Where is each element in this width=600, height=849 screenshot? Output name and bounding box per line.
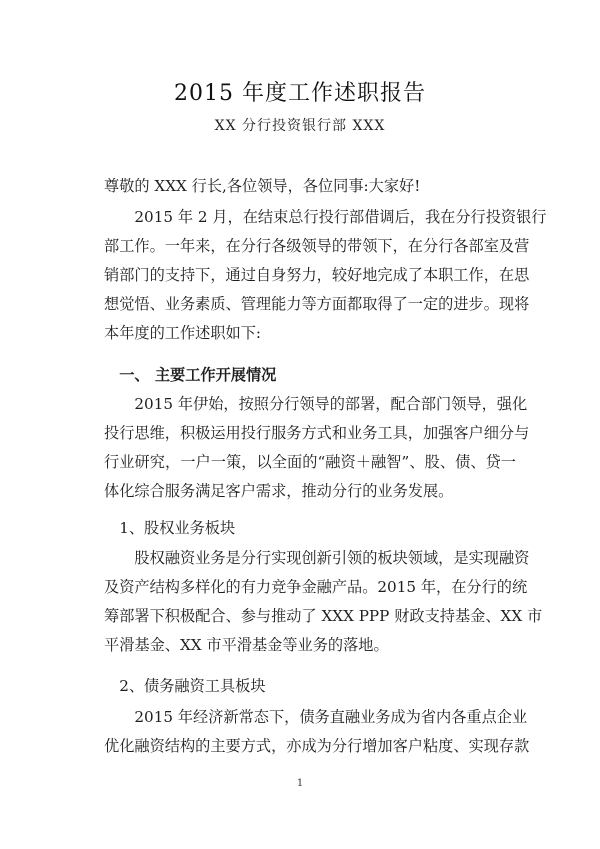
document-title: 2015 年度工作述职报告 (174, 81, 426, 106)
section-heading-text: 一、 主要工作开展情况 (119, 366, 277, 384)
equity-line-3: 筹部署下积极配合、参与推动了 XXX PPP 财政支持基金、XX 市 (104, 607, 543, 625)
section-heading-main-work (104, 361, 516, 390)
page-number: 1 (296, 778, 304, 789)
intro-line-3: 销部门的支持下，通过自身努力，较好地完成了本职工作，在思 (104, 266, 530, 284)
subsection-heading-equity-text: 1、股权业务板块 (119, 519, 236, 537)
subsection-heading-equity (104, 514, 516, 543)
intro-line-2: 部工作。一年来，在分行各级领导的带领下，在分行各部室及营 (104, 237, 530, 255)
debt-line-1: 2015 年经济新常态下，债务直融业务成为省内各重点企业 (134, 708, 528, 726)
greeting-paragraph (104, 172, 516, 201)
equity-paragraph (104, 544, 543, 660)
equity-line-2: 及资产结构多样化的有力竞争金融产品。2015 年，在分行的统 (104, 578, 528, 596)
equity-line-4: 平滑基金、XX 市平滑基金等业务的落地。 (104, 636, 389, 654)
intro-line-4: 想觉悟、业务素质、管理能力等方面都取得了一定的进步。现将 (104, 295, 530, 313)
subsection-heading-debt (104, 672, 516, 701)
greeting-line: 尊敬的 XXX 行长,各位领导，各位同事:大家好! (104, 177, 421, 195)
debt-paragraph (104, 703, 530, 761)
subsection-heading-debt-text: 2、债务融资工具板块 (119, 677, 266, 695)
intro-line-5: 本年度的工作述职如下: (104, 324, 261, 342)
debt-line-2: 优化融资结构的主要方式，亦成为分行增加客户粘度、实现存款 (104, 737, 530, 755)
section1-paragraph (104, 390, 530, 506)
section1-line-1: 2015 年伊始，按照分行领导的部署，配合部门领导，强化 (134, 395, 528, 413)
intro-paragraph (104, 203, 547, 348)
section1-line-4: 体化综合服务满足客户需求，推动分行的业务发展。 (104, 482, 454, 500)
section1-line-2: 投行思维，积极运用投行服务方式和业务工具，加强客户细分与 (104, 424, 530, 442)
equity-line-1: 股权融资业务是分行实现创新引领的板块领域，是实现融资 (134, 549, 530, 567)
section1-line-3: 行业研究，一户一策，以全面的“融资＋融智”、股、债、贷一 (104, 453, 516, 471)
document-subtitle: XX 分行投资银行部 XXX (214, 118, 386, 134)
intro-line-1: 2015 年 2 月，在结束总行投行部借调后，我在分行投资银行 (134, 208, 547, 226)
